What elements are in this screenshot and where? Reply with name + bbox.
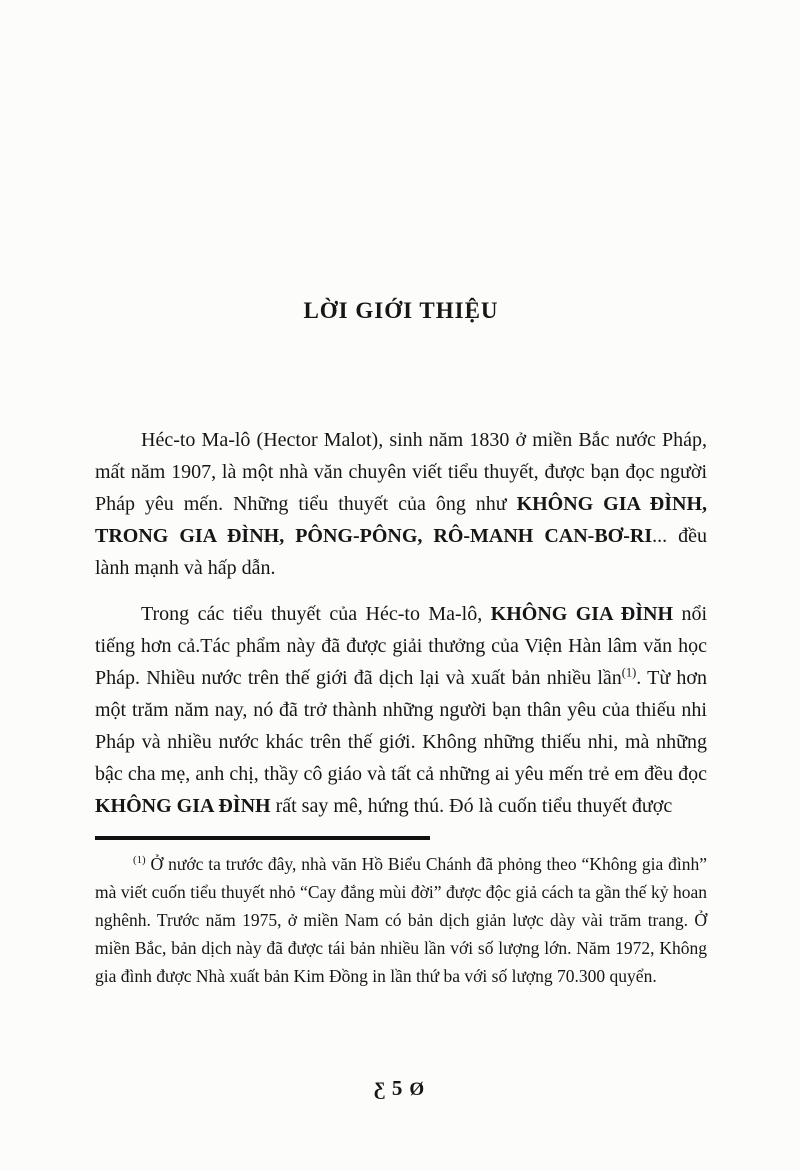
- footnote: [95, 850, 707, 990]
- page-title: LỜI GIỚI THIỆU: [303, 298, 499, 323]
- ornament-left-icon: Ƹ: [373, 1079, 387, 1100]
- page-footer: [0, 1076, 800, 1101]
- ornament-right-icon: Ø: [409, 1079, 427, 1100]
- footnote-marker: (1): [621, 665, 637, 680]
- body-text: [95, 424, 707, 822]
- text-segment: nổi tiếng hơn cả.Tác phẩm này đã được giải thưởng của Viện Hàn lâm văn học Pháp. Nhiều nước trên thế giới đã dịch lại và xuất bản nhiều lần: [95, 603, 708, 689]
- emphasized-text: KHÔNG GIA ĐÌNH: [95, 795, 271, 817]
- paragraph: [95, 424, 707, 584]
- text-segment: Ở nước ta trước đây, nhà văn Hồ Biểu Chánh đã phỏng theo “Không gia đình” mà viết cuốn tiểu thuyết nhỏ “Cay đắng mùi đời” được độc giả cách ta gần thế kỷ hoan nghênh. Trước năm 1975, ở miền Nam có bản dịch giản lược dày vài trăm trang. Ở miền Bắc, bản dịch này đã được tái bản nhiều lần với số lượng lớn. Năm 1972, Không gia đình được Nhà xuất bản Kim Đồng in lần thứ ba với số lượng 70.300 quyển.: [95, 854, 707, 986]
- footnote-marker: (1): [133, 854, 146, 867]
- text-segment: Trong các tiểu thuyết của Héc-to Ma-lô,: [141, 603, 491, 625]
- text-segment: rất say mê, hứng thú. Đó là cuốn tiểu thuyết được: [270, 795, 673, 817]
- footnote-divider: [95, 836, 430, 840]
- text-segment: Héc-to Ma-lô (Hector Malot), sinh năm 1830 ở miền Bắc nước Pháp, mất năm 1907, là một nhà văn chuyên viết tiểu thuyết, được bạn đọc người Pháp yêu mến. Những tiểu thuyết của ông như: [95, 429, 707, 515]
- emphasized-text: KHÔNG GIA ĐÌNH, TRONG GIA ĐÌNH, PÔNG-PÔNG, RÔ-MANH CAN-BƠ-RI: [95, 493, 708, 547]
- page-number: 5: [391, 1076, 405, 1100]
- text-segment: ... đều lành mạnh và hấp dẫn.: [95, 525, 707, 579]
- paragraph: [95, 598, 707, 822]
- text-segment: . Từ hơn một trăm năm nay, nó đã trở thành những người bạn thân yêu của thiếu nhi Pháp và nhiều nước khác trên thế giới. Không những thiếu nhi, mà những bậc cha mẹ, anh chị, thầy cô giáo và tất cả những ai yêu mến trẻ em đều đọc: [95, 667, 707, 785]
- emphasized-text: KHÔNG GIA ĐÌNH: [490, 603, 674, 625]
